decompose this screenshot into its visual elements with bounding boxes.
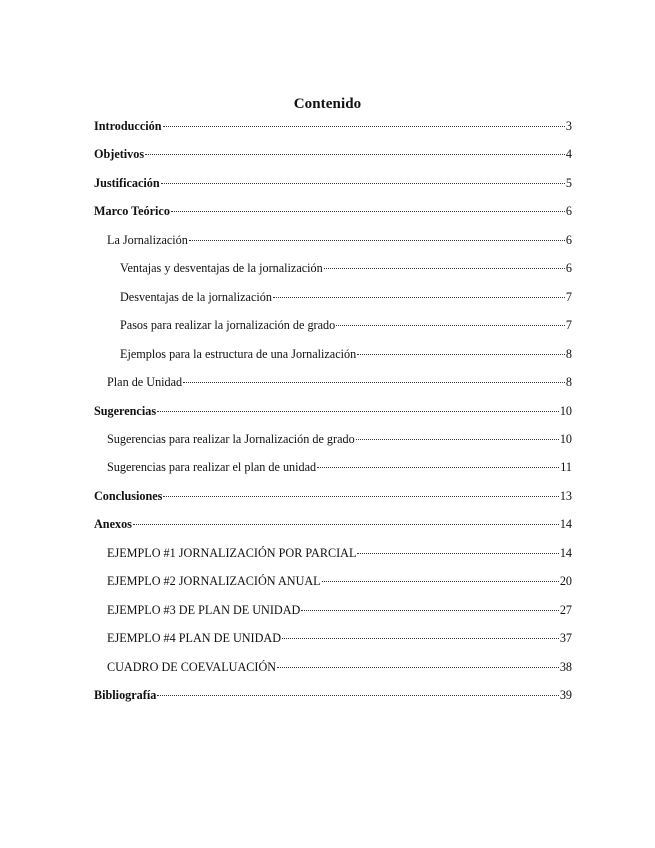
toc-dot-leader xyxy=(163,484,558,497)
toc-entry-page-number: 8 xyxy=(565,375,572,390)
toc-entry-page-number: 14 xyxy=(559,517,572,532)
toc-entry-label: Pasos para realizar la jornalización de grado xyxy=(120,318,336,333)
toc-dot-leader xyxy=(282,626,559,639)
toc-entry[interactable] xyxy=(94,145,572,161)
toc-entry-label: Plan de Unidad xyxy=(107,375,183,390)
toc-dot-leader xyxy=(356,427,559,440)
toc-entry[interactable] xyxy=(107,601,572,617)
toc-entry[interactable] xyxy=(120,259,572,275)
toc-entry[interactable] xyxy=(94,174,572,190)
toc-entry-label: Bibliografía xyxy=(94,688,157,702)
toc-entry-label: EJEMPLO #1 JORNALIZACIÓN POR PARCIAL xyxy=(107,545,357,560)
toc-entry-page-number: 14 xyxy=(559,545,572,560)
toc-entry-label: Objetivos xyxy=(94,147,145,162)
toc-dot-leader xyxy=(163,114,565,127)
toc-dot-leader xyxy=(189,228,565,241)
toc-entry[interactable] xyxy=(94,515,572,531)
toc-entry-label: Desventajas de la jornalización xyxy=(120,289,272,304)
toc-entry-page-number: 7 xyxy=(565,289,572,304)
toc-dot-leader xyxy=(145,142,565,155)
toc-entry-label: Introducción xyxy=(94,119,162,133)
toc-dot-leader xyxy=(171,199,565,212)
toc-dot-leader xyxy=(357,541,558,554)
toc-entry-page-number: 6 xyxy=(565,232,572,247)
toc-entry-label: Ejemplos para la estructura de una Jornalización xyxy=(120,346,357,361)
toc-entry-label: EJEMPLO #3 DE PLAN DE UNIDAD xyxy=(107,602,301,617)
toc-entry[interactable] xyxy=(107,544,572,560)
toc-dot-leader xyxy=(301,598,559,611)
toc-entry-label: Sugerencias xyxy=(94,403,157,418)
toc-dot-leader xyxy=(324,256,565,269)
toc-entry[interactable] xyxy=(120,316,572,332)
toc-dot-leader xyxy=(277,655,559,668)
toc-entry-label: EJEMPLO #2 JORNALIZACIÓN ANUAL xyxy=(107,574,321,589)
toc-dot-leader xyxy=(322,569,559,582)
toc-entry-label: Sugerencias para realizar el plan de unidad xyxy=(107,460,317,475)
toc-entry-label: Justificación xyxy=(94,175,160,190)
toc-entry[interactable] xyxy=(94,117,572,133)
toc-entry[interactable] xyxy=(107,658,572,674)
toc-dot-leader xyxy=(133,512,559,525)
toc-entry[interactable] xyxy=(94,686,572,702)
toc-dot-leader xyxy=(336,313,565,326)
toc-entry-page-number: 5 xyxy=(565,175,572,190)
toc-entry-page-number: 38 xyxy=(559,659,572,674)
toc-entry[interactable] xyxy=(107,231,572,247)
toc-entry-label: Marco Teórico xyxy=(94,204,170,219)
toc-entry-label: EJEMPLO #4 PLAN DE UNIDAD xyxy=(107,631,282,646)
toc-entry-page-number: 7 xyxy=(565,318,572,333)
toc-entry-label: Ventajas y desventajas de la jornalización xyxy=(120,261,323,276)
toc-title: Contenido xyxy=(293,96,362,112)
toc-entry[interactable] xyxy=(94,487,572,503)
toc-entry-label: Conclusiones xyxy=(94,488,163,503)
toc-dot-leader xyxy=(157,399,559,412)
toc-entry-label: CUADRO DE COEVALUACIÓN xyxy=(107,659,277,674)
toc-dot-leader xyxy=(161,171,565,184)
toc-dot-leader xyxy=(273,285,565,298)
toc-entry-label: Anexos xyxy=(94,517,132,532)
toc-entry[interactable] xyxy=(107,458,572,474)
toc-entry-page-number: 8 xyxy=(565,346,572,361)
toc-entry[interactable] xyxy=(94,402,572,418)
toc-entry-page-number: 27 xyxy=(559,602,572,617)
toc-entry[interactable] xyxy=(94,202,572,218)
toc-entry-page-number: 10 xyxy=(559,403,572,418)
toc-entry-label: La Jornalización xyxy=(107,232,188,247)
toc-entry-page-number: 11 xyxy=(560,460,572,475)
toc-entry-page-number: 4 xyxy=(565,147,572,162)
toc-entry-page-number: 39 xyxy=(559,688,572,702)
toc-entry[interactable] xyxy=(107,430,572,446)
toc-entry-page-number: 37 xyxy=(559,631,572,646)
toc-entry-label: Sugerencias para realizar la Jornalización de grado xyxy=(107,431,355,446)
toc-dot-leader xyxy=(357,342,565,355)
toc-entry[interactable] xyxy=(120,288,572,304)
toc-entry-page-number: 13 xyxy=(559,488,572,503)
toc-dot-leader xyxy=(183,370,565,383)
toc-entry[interactable] xyxy=(107,572,572,588)
toc-entry[interactable] xyxy=(107,373,572,389)
toc-entry-page-number: 6 xyxy=(565,261,572,276)
toc-entry-page-number: 3 xyxy=(565,119,572,133)
toc-entry-page-number: 20 xyxy=(559,574,572,589)
toc-entry[interactable] xyxy=(107,629,572,645)
toc-entry-page-number: 6 xyxy=(565,204,572,219)
toc-entry[interactable] xyxy=(120,345,572,361)
toc-dot-leader xyxy=(157,683,559,696)
toc-dot-leader xyxy=(317,455,559,468)
toc-entry-page-number: 10 xyxy=(559,431,572,446)
